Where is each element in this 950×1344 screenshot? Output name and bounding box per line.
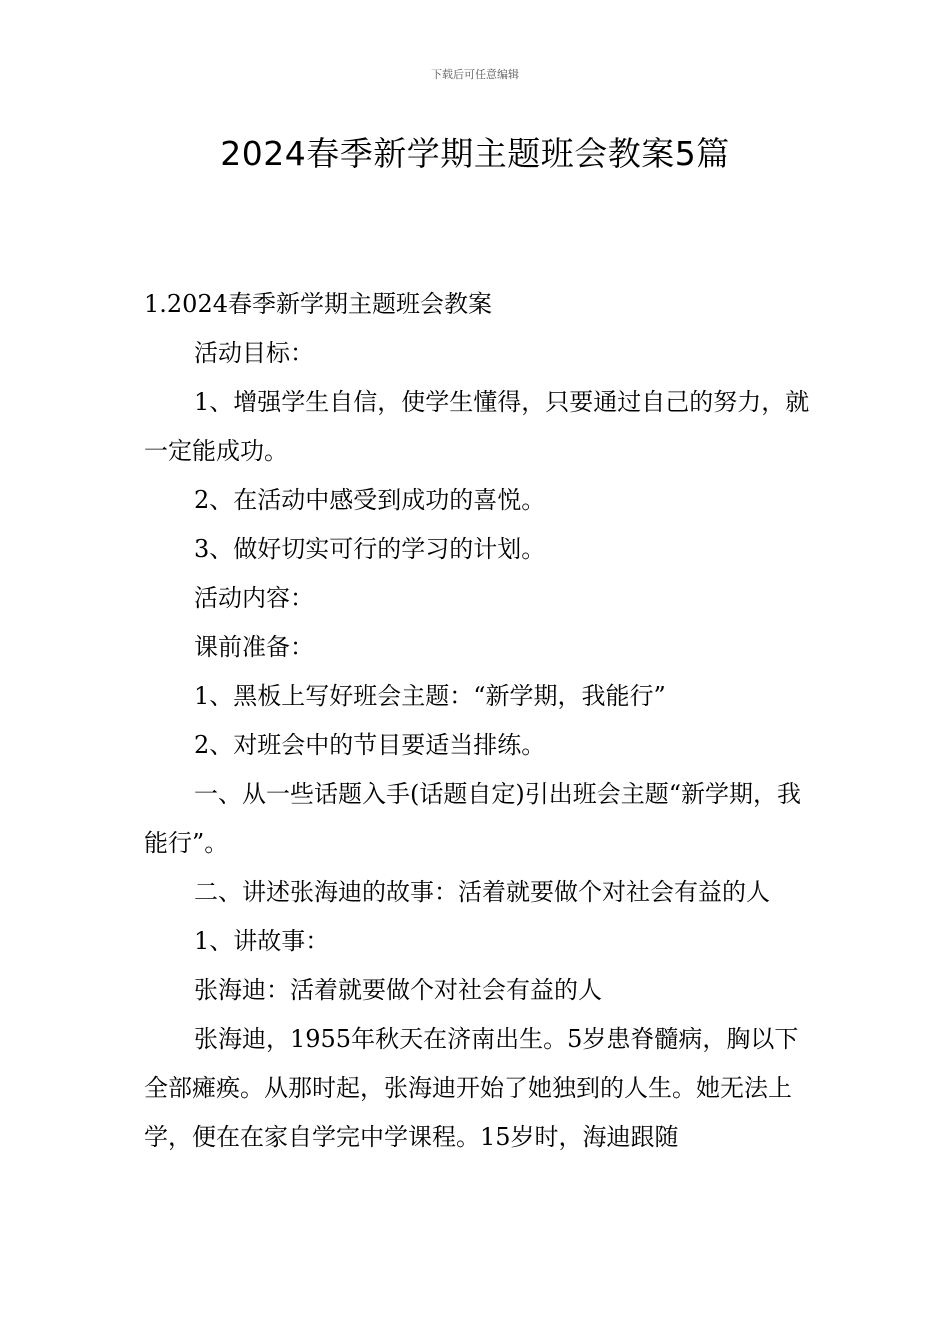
paragraph: 3、做好切实可行的学习的计划。 [194, 535, 546, 563]
section-heading: 1.2024春季新学期主题班会教案 [144, 290, 492, 318]
header-note: 下载后可任意编辑 [431, 68, 519, 81]
document-title: 2024春季新学期主题班会教案5篇 [220, 134, 730, 173]
paragraph: 张海迪：活着就要做个对社会有益的人 [194, 976, 602, 1004]
paragraph: 二、讲述张海迪的故事：活着就要做个对社会有益的人 [194, 878, 770, 906]
paragraph: 1、增强学生自信，使学生懂得，只要通过自己的努力，就一定能成功。 [144, 388, 810, 465]
paragraph: 1、讲故事： [194, 927, 330, 955]
document-body [144, 280, 810, 1162]
paragraph: 课前准备： [194, 633, 314, 661]
paragraph: 2、对班会中的节目要适当排练。 [194, 731, 546, 759]
paragraph: 活动内容： [194, 584, 314, 612]
paragraph: 2、在活动中感受到成功的喜悦。 [194, 486, 546, 514]
paragraph: 活动目标： [194, 339, 314, 367]
paragraph: 张海迪，1955年秋天在济南出生。5岁患脊髓病，胸以下全部瘫痪。从那时起，张海迪开始了她独到的人生。她无法上学，便在在家自学完中学课程。15岁时，海迪跟随 [144, 1025, 799, 1151]
paragraph: 1、黑板上写好班会主题：“新学期，我能行” [194, 682, 666, 710]
paragraph: 一、从一些话题入手(话题自定)引出班会主题“新学期，我能行”。 [144, 780, 801, 857]
